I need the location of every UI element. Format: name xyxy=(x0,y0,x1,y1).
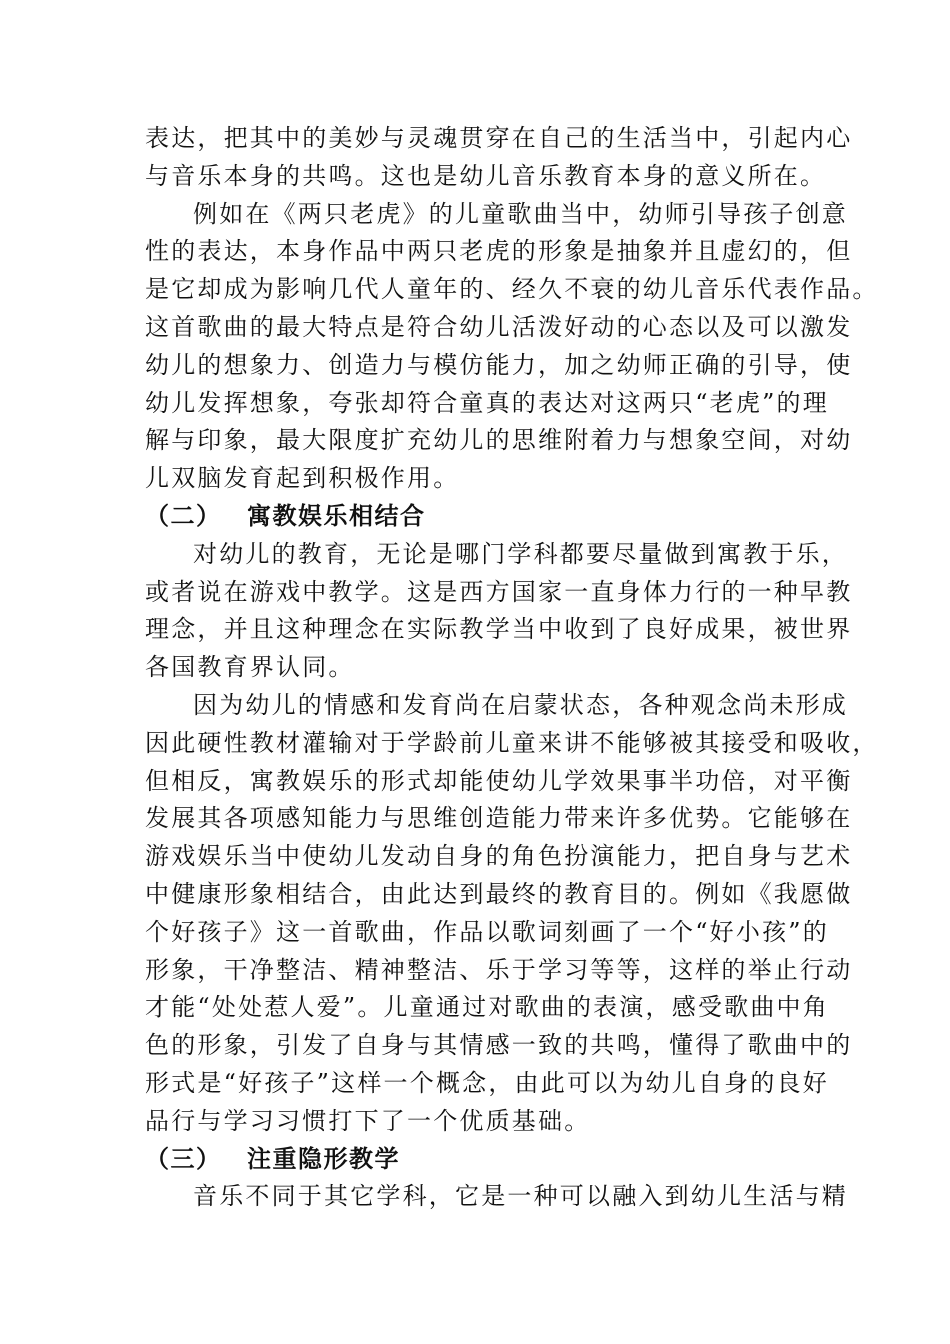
body-text-line: 各国教育界认同。 xyxy=(145,653,355,682)
body-text-line: 幼儿的想象力、创造力与模仿能力，加之幼师正确的引导，使 xyxy=(145,350,853,379)
body-text-line: 发展其各项感知能力与思维创造能力带来许多优势。它能够在 xyxy=(145,804,853,833)
body-text-line: 因此硬性教材灌输对于学龄前儿童来讲不能够被其接受和吸收， xyxy=(145,728,879,757)
body-text-line: 理念，并且这种理念在实际教学当中收到了良好成果，被世界 xyxy=(145,615,853,644)
section-title: 注重隐形教学 xyxy=(247,1144,400,1173)
body-text-line: 音乐不同于其它学科，它是一种可以融入到幼儿生活与精 xyxy=(193,1182,848,1211)
body-text-line: 形象，干净整洁、精神整洁、乐于学习等等，这样的举止行动 xyxy=(145,955,853,984)
body-text-line: 才能“处处惹人爱”。儿童通过对歌曲的表演，感受歌曲中角 xyxy=(145,993,829,1022)
body-text-line: 幼儿发挥想象，夸张却符合童真的表达对这两只“老虎”的理 xyxy=(145,388,829,417)
paragraph-good-kid xyxy=(145,687,879,1141)
paragraph-learning-through-play xyxy=(145,536,853,687)
body-text-line: 儿双脑发育起到积极作用。 xyxy=(145,464,460,493)
document-body xyxy=(145,120,879,1216)
body-text-line: 表达，把其中的美妙与灵魂贯穿在自己的生活当中，引起内心 xyxy=(145,124,853,152)
body-text-line: 与音乐本身的共鸣。这也是幼儿音乐教育本身的意义所在。 xyxy=(145,161,827,190)
body-text-line: 色的形象，引发了自身与其情感一致的共鸣，懂得了歌曲中的 xyxy=(145,1031,853,1060)
body-text-line: 游戏娱乐当中使幼儿发动自身的角色扮演能力，把自身与艺术 xyxy=(145,842,853,871)
body-text-line: 解与印象，最大限度扩充幼儿的思维附着力与想象空间，对幼 xyxy=(145,426,853,455)
body-text-line: 是它却成为影响几代人童年的、经久不衰的幼儿音乐代表作品。 xyxy=(145,275,879,304)
body-text-line: 个好孩子》这一首歌曲，作品以歌词刻画了一个“好小孩”的 xyxy=(145,917,829,946)
body-text-line: 这首歌曲的最大特点是符合幼儿活泼好动的心态以及可以激发 xyxy=(145,312,853,341)
body-text-line: 但相反，寓教娱乐的形式却能使幼儿学效果事半功倍，对平衡 xyxy=(145,766,853,795)
section-heading-3 xyxy=(145,1141,825,1179)
section-number: （三） xyxy=(145,1144,222,1173)
body-text-line: 例如在《两只老虎》的儿童歌曲当中，幼师引导孩子创意 xyxy=(193,199,848,228)
paragraph-music-integration xyxy=(145,1178,848,1216)
section-heading-2 xyxy=(145,498,825,536)
section-title: 寓教娱乐相结合 xyxy=(247,501,426,530)
body-text-line: 或者说在游戏中教学。这是西方国家一直身体力行的一种早教 xyxy=(145,577,853,606)
body-text-line: 形式是“好孩子”这样一个概念，由此可以为幼儿自身的良好 xyxy=(145,1068,829,1097)
paragraph-two-tigers xyxy=(145,196,879,498)
section-number: （二） xyxy=(145,501,222,530)
body-text-line: 因为幼儿的情感和发育尚在启蒙状态，各种观念尚未形成 xyxy=(193,690,848,719)
body-text-line: 性的表达，本身作品中两只老虎的形象是抽象并且虚幻的，但 xyxy=(145,237,853,266)
body-text-line: 中健康形象相结合，由此达到最终的教育目的。例如《我愿做 xyxy=(145,879,853,908)
body-text-line: 对幼儿的教育，无论是哪门学科都要尽量做到寓教于乐， xyxy=(193,539,848,568)
body-text-line: 品行与学习习惯打下了一个优质基础。 xyxy=(145,1106,591,1135)
